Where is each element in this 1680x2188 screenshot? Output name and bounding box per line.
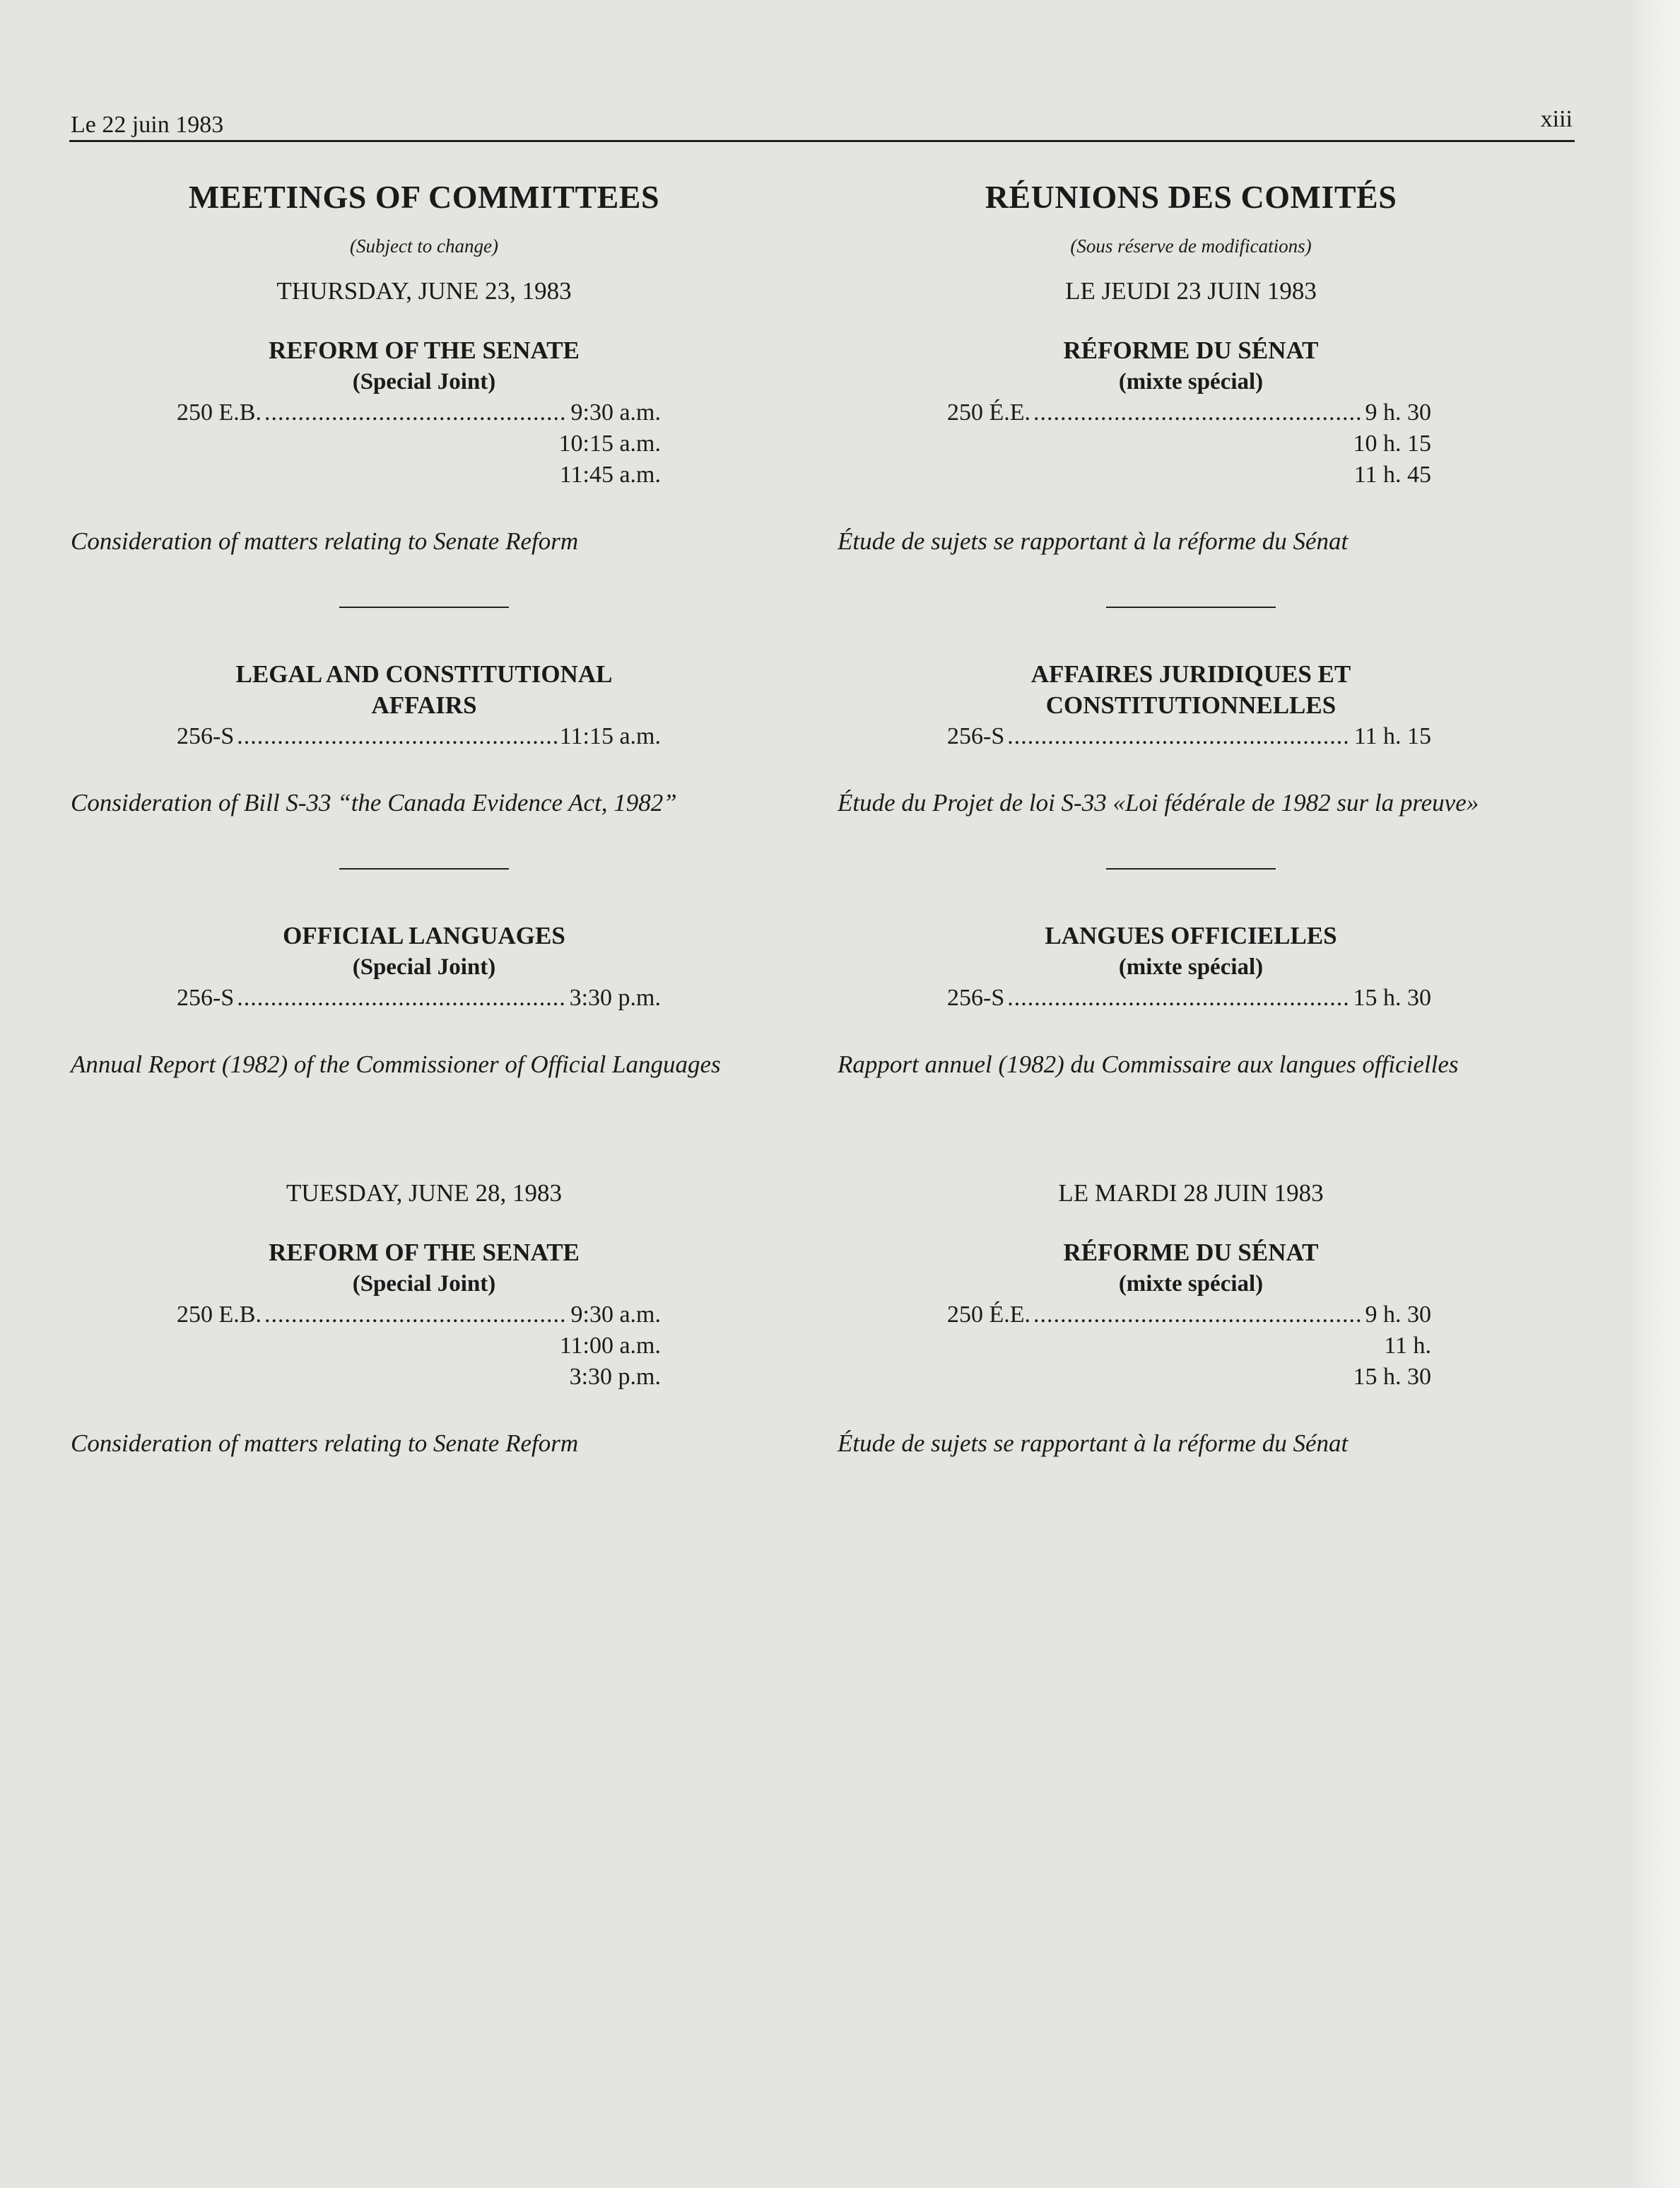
separator-rule xyxy=(1106,607,1276,608)
english-subject-note: (Subject to change) xyxy=(350,235,498,257)
committee-description: Consideration of Bill S-33 “the Canada Evidence Act, 1982” xyxy=(71,789,677,817)
fr-committee-senate-reform-mar xyxy=(838,1237,1544,1459)
room: 250 E.B. xyxy=(177,399,262,426)
committee-name: LANGUES OFFICIELLES xyxy=(1045,922,1337,949)
committee-subtitle: (Special Joint) xyxy=(352,1271,496,1297)
english-column xyxy=(71,170,777,1459)
committee-subtitle: (mixte spécial) xyxy=(1118,1271,1264,1297)
committee-name-line2: CONSTITUTIONNELLES xyxy=(1045,691,1337,719)
committee-description: Étude de sujets se rapportant à la réforme du Sénat xyxy=(838,527,1349,555)
separator-rule xyxy=(339,607,509,608)
committee-subtitle: (Special Joint) xyxy=(352,954,496,980)
dot-leader xyxy=(1033,1299,1362,1330)
room: 250 É.E. xyxy=(947,399,1031,426)
room-time-line xyxy=(947,397,1431,428)
time: 11:00 a.m. xyxy=(559,1333,661,1359)
time: 10:15 a.m. xyxy=(558,431,661,457)
committee-subtitle: (Special Joint) xyxy=(352,369,496,394)
committee-name: OFFICIAL LANGUAGES xyxy=(283,922,565,949)
en-committee-official-languages xyxy=(71,920,777,1080)
room-time-line xyxy=(177,983,661,1014)
english-day-thursday: THURSDAY, JUNE 23, 1983 xyxy=(276,277,572,305)
room: 250 E.B. xyxy=(177,1301,262,1328)
time: 15 h. 30 xyxy=(1353,1364,1431,1390)
fr-committee-senate-reform-jeu xyxy=(838,335,1544,557)
room-time-line xyxy=(947,983,1431,1014)
committee-description: Rapport annuel (1982) du Commissaire aux langues officielles xyxy=(838,1051,1459,1078)
french-column xyxy=(838,170,1544,1459)
room: 256-S xyxy=(177,723,235,749)
header-rule xyxy=(69,140,1575,142)
room-time-line xyxy=(947,721,1431,752)
committee-description: Étude du Projet de loi S-33 «Loi fédérale de 1982 sur la preuve» xyxy=(838,789,1479,817)
dot-leader xyxy=(237,721,557,752)
committee-name: REFORM OF THE SENATE xyxy=(269,337,580,364)
time: 11 h. 45 xyxy=(1353,462,1431,488)
room-time-line xyxy=(947,1299,1431,1330)
french-title: RÉUNIONS DES COMITÉS xyxy=(985,179,1397,215)
separator-rule xyxy=(339,868,509,870)
time: 3:30 p.m. xyxy=(569,985,661,1011)
page-edge-shadow xyxy=(1631,0,1680,2188)
english-day-tuesday: TUESDAY, JUNE 28, 1983 xyxy=(286,1179,562,1207)
time: 11 h. xyxy=(1384,1333,1431,1359)
committee-description: Consideration of matters relating to Senate Reform xyxy=(71,1429,579,1457)
dot-leader xyxy=(1007,983,1350,1014)
time: 3:30 p.m. xyxy=(569,1364,661,1390)
time: 10 h. 15 xyxy=(1353,431,1431,457)
en-committee-legal-affairs xyxy=(71,659,777,819)
room-time-line xyxy=(177,721,661,752)
english-title: MEETINGS OF COMMITTEES xyxy=(188,179,660,215)
room-time-line xyxy=(177,397,661,428)
dot-leader xyxy=(1007,721,1351,752)
time: 9 h. 30 xyxy=(1365,1301,1431,1328)
room: 256-S xyxy=(177,985,235,1011)
french-subject-note: (Sous réserve de modifications) xyxy=(1070,235,1312,257)
time: 15 h. 30 xyxy=(1353,985,1431,1011)
room: 250 É.E. xyxy=(947,1301,1031,1328)
time: 9:30 a.m. xyxy=(570,399,661,426)
committee-subtitle: (mixte spécial) xyxy=(1118,369,1264,394)
french-day-jeudi: LE JEUDI 23 JUIN 1983 xyxy=(1065,277,1317,305)
separator-rule xyxy=(1106,868,1276,870)
committee-description: Consideration of matters relating to Senate Reform xyxy=(71,527,579,555)
committee-name-line2: AFFAIRS xyxy=(371,691,477,719)
committee-name: RÉFORME DU SÉNAT xyxy=(1063,1239,1319,1266)
room-time-line xyxy=(177,1299,661,1330)
time: 9 h. 30 xyxy=(1365,399,1431,426)
fr-committee-official-languages xyxy=(838,920,1544,1080)
room: 256-S xyxy=(947,723,1005,749)
time: 11 h. 15 xyxy=(1353,723,1431,749)
committee-description: Étude de sujets se rapportant à la réforme du Sénat xyxy=(838,1429,1349,1457)
en-committee-senate-reform-thu xyxy=(71,335,777,557)
committee-description: Annual Report (1982) of the Commissioner of Official Languages xyxy=(71,1051,721,1078)
dot-leader xyxy=(237,983,566,1014)
committee-name: REFORM OF THE SENATE xyxy=(269,1239,580,1266)
dot-leader xyxy=(1033,397,1362,428)
committee-name-line1: LEGAL AND CONSTITUTIONAL xyxy=(235,660,613,688)
time: 9:30 a.m. xyxy=(570,1301,661,1328)
time: 11:45 a.m. xyxy=(559,462,661,488)
committee-name-line1: AFFAIRES JURIDIQUES ET xyxy=(1030,660,1351,688)
dot-leader xyxy=(264,1299,568,1330)
page-number: xiii xyxy=(1540,106,1573,132)
committee-subtitle: (mixte spécial) xyxy=(1118,954,1264,980)
committee-name: RÉFORME DU SÉNAT xyxy=(1063,337,1319,364)
french-day-mardi: LE MARDI 28 JUIN 1983 xyxy=(1058,1179,1324,1207)
dot-leader xyxy=(264,397,568,428)
room: 256-S xyxy=(947,985,1005,1011)
fr-committee-legal-affairs xyxy=(838,659,1544,819)
en-committee-senate-reform-tue xyxy=(71,1237,777,1459)
time: 11:15 a.m. xyxy=(559,723,661,749)
header-date: Le 22 juin 1983 xyxy=(71,112,224,138)
